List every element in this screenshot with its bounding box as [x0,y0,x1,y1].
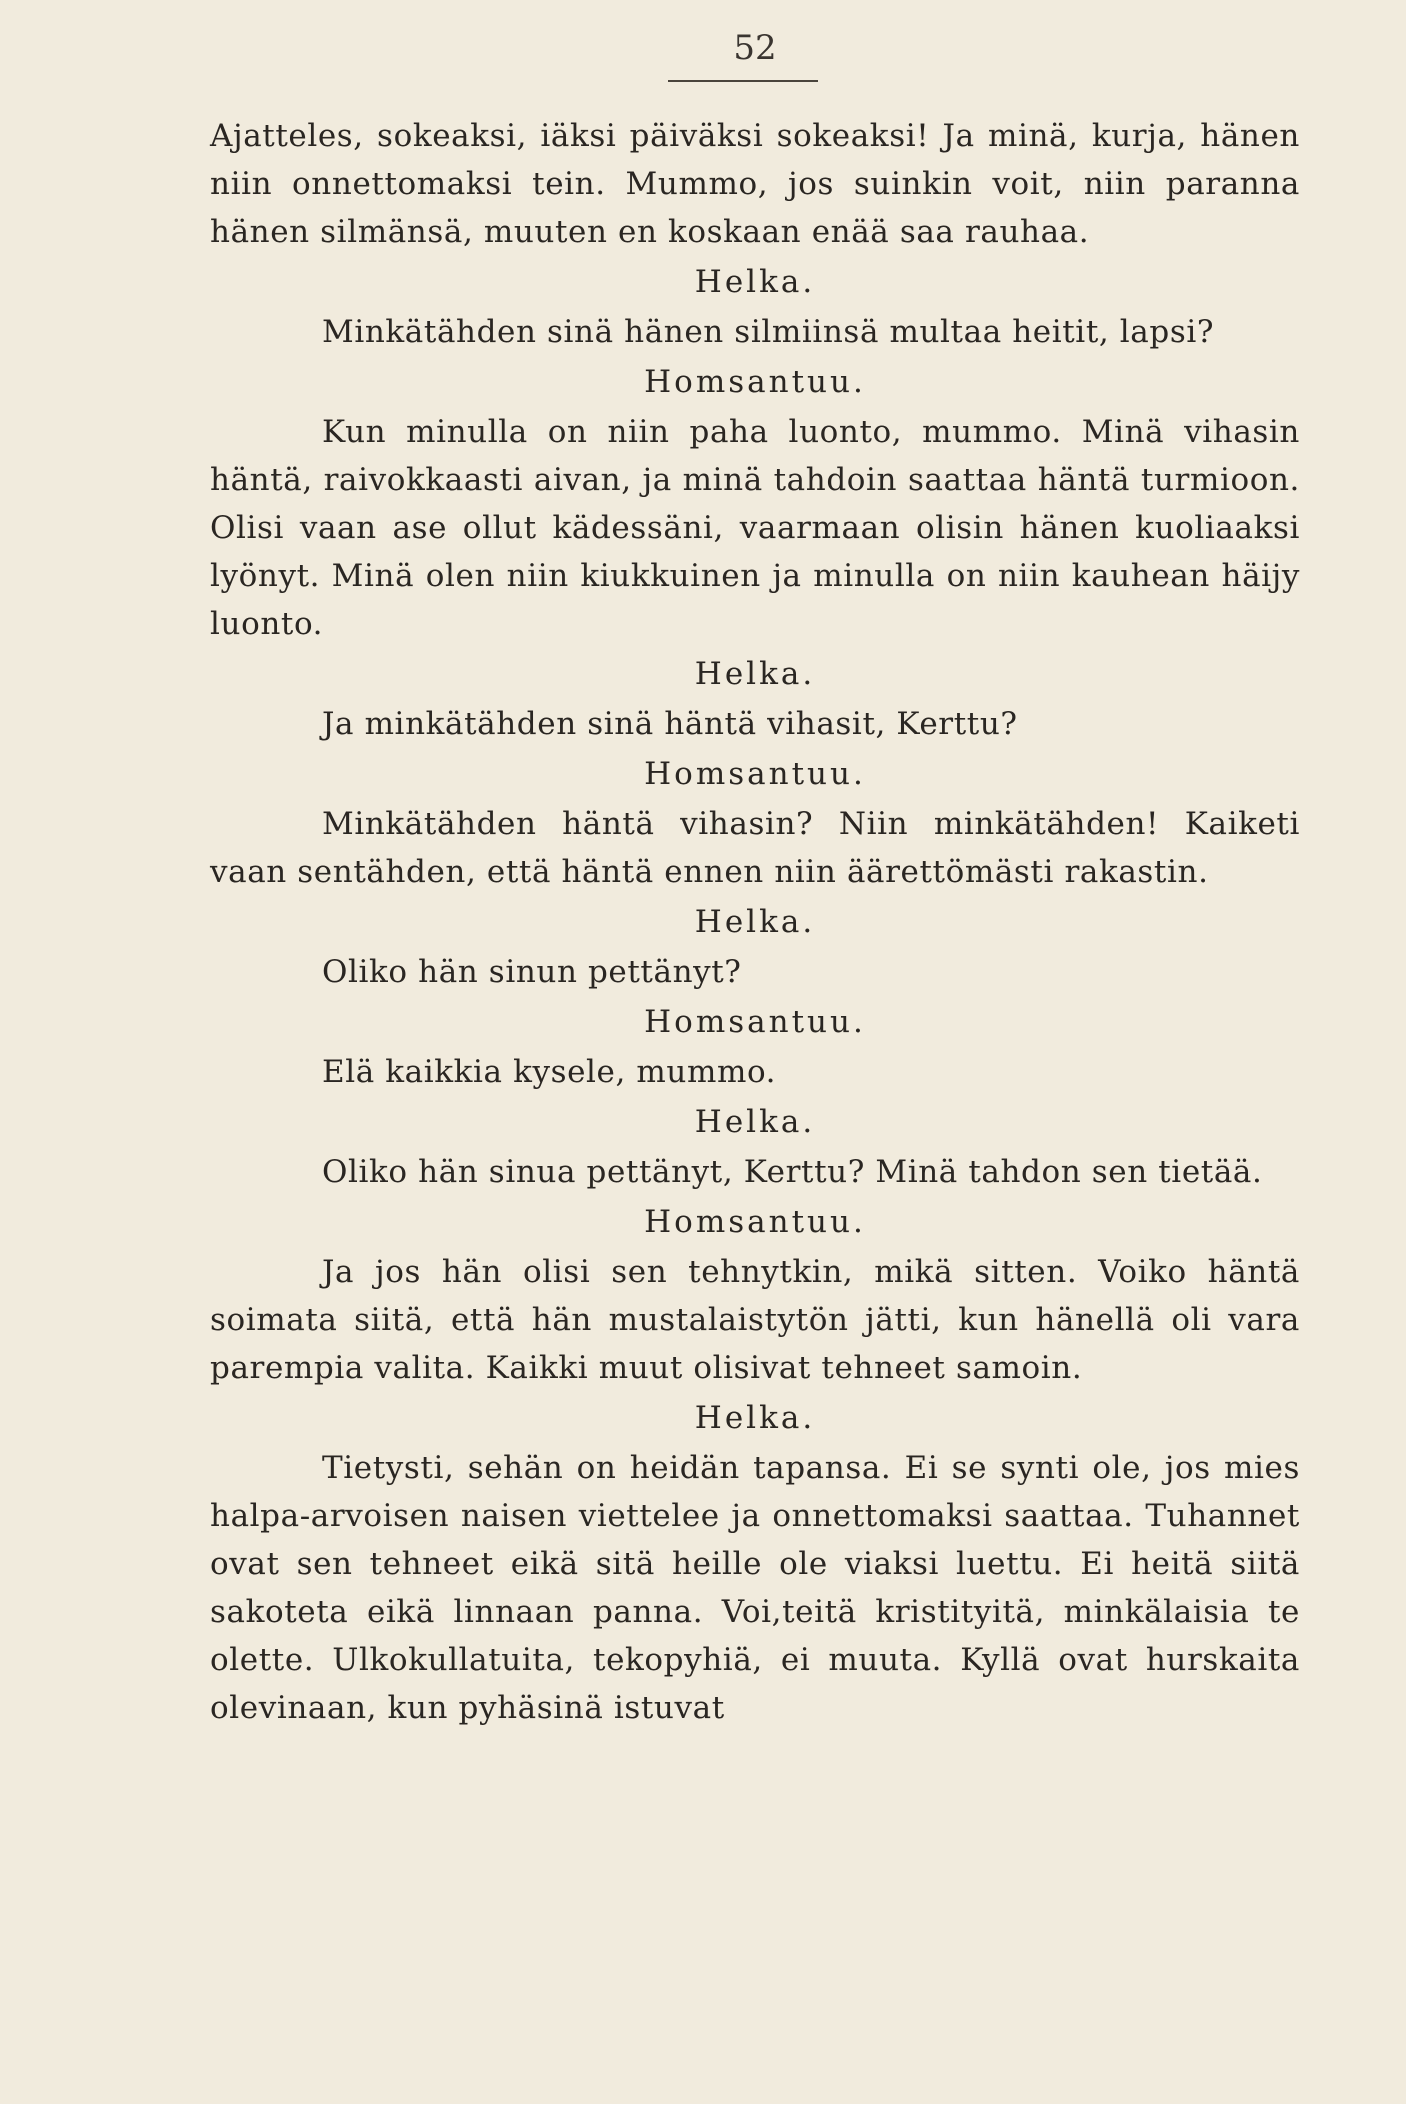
speaker-name: Helka. [694,656,816,692]
speaker-name: Helka. [694,904,816,940]
paragraph: Oliko hän sinua pettänyt, Kerttu? Minä tahdon sen tietää. [322,1154,1263,1190]
paragraph: Ja jos hän olisi sen tehnytkin, mikä sitten. Voiko häntä soimata siitä, että hän mustalaistytön jätti, kun hänellä oli vara parempia valita. Kaikki muut olisivat tehneet samoin. [210,1254,1300,1386]
page-number-rule [668,80,818,82]
speaker-name: Helka. [694,264,816,300]
speaker-name: Homsantuu. [644,364,866,400]
paragraph: Tietysti, sehän on heidän tapansa. Ei se synti ole, jos mies halpa-arvoisen naisen viettelee ja onnettomaksi saattaa. Tuhannet ovat sen tehneet eikä sitä heille ole viaksi luettu. Ei heitä siitä sakoteta eikä linnaan panna. Voi,teitä kristityitä, minkälaisia te olette. Ulkokullatuita, tekopyhiä, ei muuta. Kyllä ovat hurskaita olevinaan, kun pyhäsinä istuvat [210,1450,1300,1726]
paragraph: Minkätähden sinä hänen silmiinsä multaa heitit, lapsi? [322,314,1215,350]
paragraph: Ja minkätähden sinä häntä vihasit, Kerttu? [322,706,1018,742]
speaker-name: Homsantuu. [644,1204,866,1240]
paragraph: Ajatteles, sokeaksi, iäksi päiväksi sokeaksi! Ja minä, kurja, hänen niin onnettomaksi tein. Mummo, jos suinkin voit, niin paranna hänen silmänsä, muuten en koskaan enää saa rauhaa. [210,118,1300,250]
page-number: 52 [733,28,777,68]
speaker-name: Helka. [694,1400,816,1436]
paragraph: Oliko hän sinun pettänyt? [322,954,742,990]
paragraph: Minkätähden häntä vihasin? Niin minkätähden! Kaiketi vaan sentähden, että häntä ennen niin äärettömästi rakastin. [210,806,1300,890]
speaker-name: Homsantuu. [644,756,866,792]
speaker-name: Helka. [694,1104,816,1140]
paragraph: Elä kaikkia kysele, mummo. [322,1054,777,1090]
speaker-name: Homsantuu. [644,1004,866,1040]
paragraph: Kun minulla on niin paha luonto, mummo. Minä vihasin häntä, raivokkaasti aivan, ja minä tahdoin saattaa häntä turmioon. Olisi vaan ase ollut kädessäni, vaarmaan olisin hänen kuoliaaksi lyönyt. Minä olen niin kiukkuinen ja minulla on niin kauhean häijy luonto. [210,414,1300,642]
body-text [210,112,1300,1732]
